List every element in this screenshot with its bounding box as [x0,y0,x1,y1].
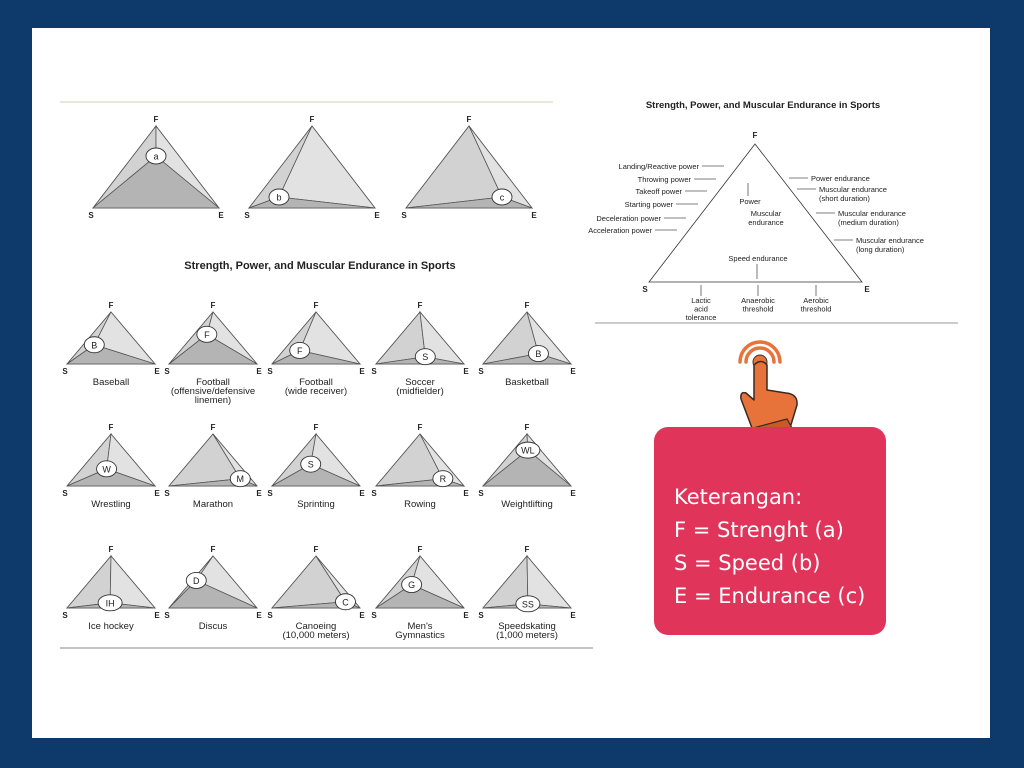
sport-9-vertex-s: S [371,489,377,498]
sport-6-marker-label: W [102,464,111,475]
sport-10-vertex-s: S [478,489,484,498]
sport-3-vertex-s: S [267,367,273,376]
sport-9-vertex-f: F [417,423,423,432]
sport-8-label-line-1: Sprinting [297,499,335,510]
slide [32,28,990,738]
sport-8-vertex-s: S [267,489,273,498]
sport-7-vertex-s: S [164,489,170,498]
detail-bottom-label-1-line-3: tolerance [685,313,717,322]
sport-13-label-line-2: (10,000 meters) [282,630,350,641]
top-triangle-2-vertex-s: S [244,211,250,220]
legend-line-f: F = Strenght (a) [674,518,844,542]
detail-vertex-s: S [642,285,648,294]
sport-2-label-line-1: Football [196,377,230,388]
detail-chart-title: Strength, Power, and Muscular Endurance in Sports [645,100,881,111]
sport-12-vertex-e: E [256,611,262,620]
sport-10-label-line-1: Weightlifting [501,499,553,510]
detail-inner-speed-endurance: Speed endurance [728,254,788,263]
sport-3-label-line-1: Football [299,377,333,388]
sport-5-vertex-e: E [570,367,576,376]
sport-15-vertex-s: S [478,611,484,620]
top-triangle-2-face-right [279,126,375,208]
top-triangle-1-marker-label: a [153,151,159,162]
sport-6-vertex-s: S [62,489,68,498]
detail-right-label-1-line-1: Power endurance [811,174,870,183]
sport-3-vertex-f: F [313,301,319,310]
sport-15-label-line-2: (1,000 meters) [496,630,558,641]
sport-9-marker-label: R [439,474,447,485]
sport-7-vertex-e: E [256,489,262,498]
sport-15-vertex-e: E [570,611,576,620]
top-triangle-3-marker-label: c [499,192,505,203]
sport-14-label-line-2: Gymnastics [395,630,445,641]
legend-line-s: S = Speed (b) [674,551,821,575]
top-triangle-2-marker-label: b [276,192,282,203]
sport-4-vertex-f: F [417,301,423,310]
top-triangle-3-vertex-s: S [401,211,407,220]
sport-6-vertex-f: F [108,423,114,432]
detail-right-label-4-line-2: (long duration) [856,245,905,254]
sport-5-vertex-s: S [478,367,484,376]
sport-7-label-line-1: Marathon [192,499,234,510]
sport-12-vertex-s: S [164,611,170,620]
sport-11-vertex-s: S [62,611,68,620]
detail-inner-muscular-line-1: Muscular [750,209,782,218]
detail-inner-muscular-line-2: endurance [748,218,784,227]
sport-15-marker-label: SS [521,599,534,610]
detail-bottom-label-2-line-2: threshold [742,304,774,314]
sport-3-label-line-2: (wide receiver) [284,386,348,397]
detail-left-label-2: Throwing power [637,175,691,184]
sport-13-vertex-e: E [359,611,365,620]
sport-1-label-line-1: Baseball [92,377,130,388]
sport-1-vertex-f: F [108,301,114,310]
sport-3-vertex-e: E [359,367,365,376]
detail-bottom-label-1-line-2: acid [694,304,708,314]
sport-14-vertex-s: S [371,611,377,620]
sport-11-label-line-1: Ice hockey [88,621,134,632]
detail-left-label-3: Takeoff power [635,187,682,196]
detail-vertex-f: F [752,131,758,140]
detail-left-label-4: Starting power [624,200,673,209]
sport-4-vertex-e: E [463,367,469,376]
legend-title: Keterangan: [674,485,803,509]
sport-8-vertex-f: F [313,423,319,432]
detail-right-label-4-line-1: Muscular endurance [856,236,924,245]
detail-right-label-3-line-1: Muscular endurance [838,209,906,218]
detail-right-label-2-line-1: Muscular endurance [819,185,887,194]
detail-right-label-3-line-2: (medium duration) [838,218,899,227]
sport-10-marker-label: WL [521,445,535,456]
sport-4-marker-label: S [422,352,429,363]
sport-14-vertex-f: F [417,545,423,554]
sport-13-vertex-f: F [313,545,319,554]
sport-2-marker-label: F [204,329,210,340]
top-triangle-3-face-left [406,126,502,208]
sport-5-label-line-1: Basketball [505,377,549,388]
sport-8-vertex-e: E [359,489,365,498]
sport-9-label-line-1: Rowing [404,499,436,510]
detail-bottom-label-3-line-1: Aerobic [803,296,829,305]
sport-9-vertex-e: E [463,489,469,498]
sport-1-vertex-e: E [154,367,160,376]
sport-5-vertex-f: F [524,301,530,310]
detail-bottom-label-3-line-2: threshold [800,304,832,314]
sport-4-vertex-s: S [371,367,377,376]
sport-10-vertex-f: F [524,423,530,432]
sport-15-vertex-f: F [524,545,530,554]
sport-12-vertex-f: F [210,545,216,554]
sport-8-marker-label: S [307,459,314,470]
sport-11-marker-label: IH [105,598,115,609]
sport-6-label-line-1: Wrestling [91,499,131,510]
sport-2-label-line-2: (offensive/defensive [170,386,256,397]
sport-13-marker-label: C [342,597,349,608]
legend-box [654,427,886,635]
detail-vertex-e: E [864,285,870,294]
sport-2-vertex-s: S [164,367,170,376]
sport-14-vertex-e: E [463,611,469,620]
sport-2-vertex-e: E [256,367,262,376]
top-triangle-1-vertex-e: E [218,211,224,220]
sport-13-label-line-1: Canoeing [295,621,337,632]
sport-7-marker-label: M [236,474,245,485]
sport-15-label-line-1: Speedskating [498,621,556,632]
top-triangle-1-vertex-f: F [153,115,159,124]
sport-3-marker-label: F [296,345,303,356]
detail-left-label-6: Acceleration power [588,226,652,235]
sport-10-vertex-e: E [570,489,576,498]
sport-7-vertex-f: F [210,423,216,432]
detail-bottom-label-1-line-1: Lactic [691,296,711,305]
sport-5-marker-label: B [535,349,542,360]
top-triangle-2-vertex-e: E [374,211,380,220]
detail-bottom-label-2-line-1: Anaerobic [741,296,775,305]
sport-6-vertex-e: E [154,489,160,498]
sport-11-vertex-f: F [108,545,114,554]
sport-14-label-line-1: Men's [407,621,433,632]
sport-1-vertex-s: S [62,367,68,376]
sport-12-marker-label: D [193,575,200,586]
detail-left-label-1: Landing/Reactive power [618,162,699,171]
sports-chart-title: Strength, Power, and Muscular Endurance in Sports [184,260,456,272]
detail-right-label-2-line-2: (short duration) [819,194,870,203]
top-triangle-1-vertex-s: S [88,211,94,220]
sport-14-marker-label: G [408,580,416,591]
top-triangle-2-vertex-f: F [309,115,315,124]
sport-12-label-line-1: Discus [198,621,228,632]
detail-inner-power: Power [739,197,761,206]
sport-11-vertex-e: E [154,611,160,620]
sport-1-marker-label: B [91,340,98,351]
top-triangle-3-vertex-f: F [466,115,472,124]
legend-line-e: E = Endurance (c) [674,584,866,608]
sport-13-vertex-s: S [267,611,273,620]
sport-4-label-line-1: Soccer [405,377,435,388]
sport-2-vertex-f: F [210,301,216,310]
top-triangle-3-vertex-e: E [531,211,537,220]
detail-left-label-5: Deceleration power [596,214,661,223]
sport-4-label-line-2: (midfielder) [396,386,444,397]
sport-2-label-line-3: linemen) [194,395,232,406]
